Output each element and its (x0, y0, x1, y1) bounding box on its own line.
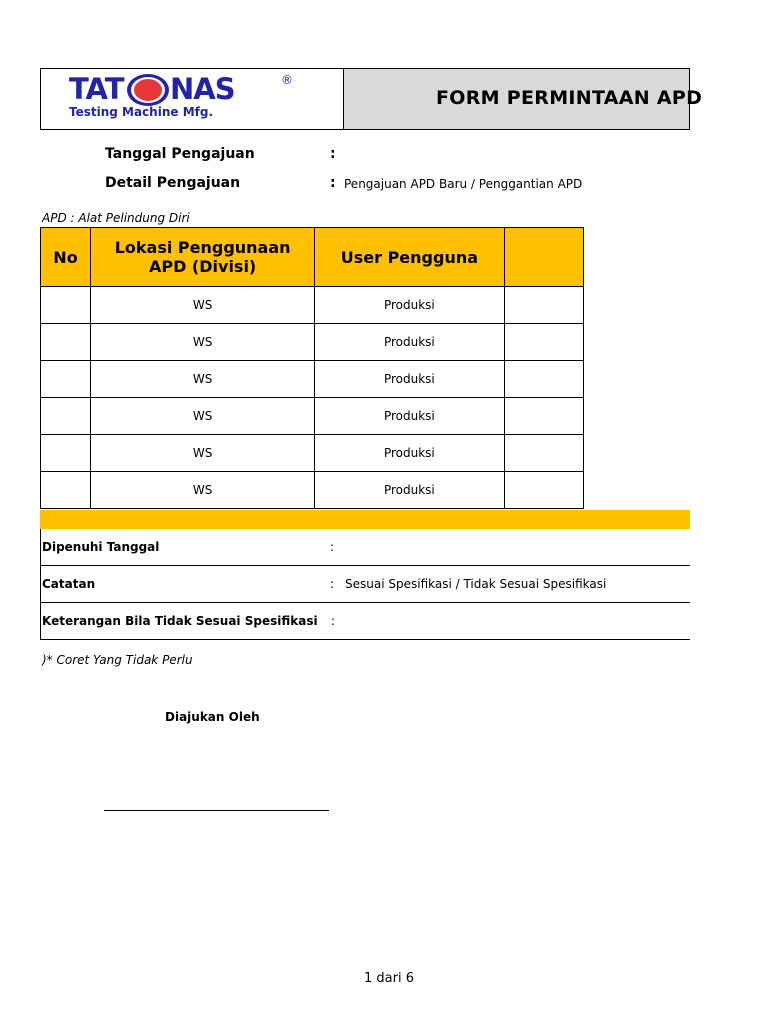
cell-no (41, 472, 91, 509)
table-row (41, 472, 584, 509)
cell-no (41, 287, 91, 324)
cell-no (41, 398, 91, 435)
cell-cut (504, 287, 584, 324)
dipenuhi-tanggal-row (40, 529, 690, 566)
registered-mark: ® (281, 73, 293, 87)
keterangan-row (40, 603, 690, 640)
dipenuhi-tanggal-label: Dipenuhi Tanggal (42, 540, 160, 554)
cell-lokasi: WS (90, 361, 314, 398)
dipenuhi-tanggal-colon: : (330, 540, 335, 554)
signature-line (104, 810, 329, 811)
catatan-row (40, 566, 690, 603)
logo-text-right: NAS (170, 72, 235, 106)
company-logo (69, 69, 309, 125)
cell-cut (504, 398, 584, 435)
logo-cell (41, 69, 344, 129)
apd-request-table (40, 227, 584, 509)
header-no: No (41, 228, 91, 287)
cell-cut (504, 435, 584, 472)
catatan-value: Sesuai Spesifikasi / Tidak Sesuai Spesifikasi (345, 577, 607, 591)
cell-lokasi: WS (90, 435, 314, 472)
cell-lokasi: WS (90, 472, 314, 509)
table-row (41, 398, 584, 435)
page-number: 1 dari 6 (364, 971, 414, 986)
detail-pengajuan-label: Detail Pengajuan (105, 175, 241, 191)
keterangan-colon: : (331, 614, 336, 628)
cell-no (41, 361, 91, 398)
header-user: User Pengguna (315, 228, 504, 287)
detail-pengajuan-colon: : (330, 175, 336, 191)
table-row (41, 361, 584, 398)
cell-cut (504, 472, 584, 509)
catatan-colon: : (330, 577, 335, 591)
header-lokasi: Lokasi Penggunaan APD (Divisi) (90, 228, 314, 287)
keterangan-label: Keterangan Bila Tidak Sesuai Spesifikasi (42, 614, 318, 628)
apd-definition-note: APD : Alat Pelindung Diri (42, 211, 190, 225)
cell-user: Produksi (315, 472, 504, 509)
cell-no (41, 324, 91, 361)
cell-user: Produksi (315, 324, 504, 361)
cell-user: Produksi (315, 361, 504, 398)
cell-no (41, 435, 91, 472)
table-row (41, 435, 584, 472)
detail-pengajuan-value: Pengajuan APD Baru / Penggantian APD (344, 177, 583, 191)
cell-user: Produksi (315, 435, 504, 472)
title-cell (344, 69, 703, 129)
cell-cut (504, 324, 584, 361)
cell-lokasi: WS (90, 324, 314, 361)
logo-subtitle: Testing Machine Mfg. (69, 105, 214, 119)
cell-user: Produksi (315, 398, 504, 435)
table-header-row (41, 228, 584, 287)
separator-band (40, 510, 690, 529)
cell-user: Produksi (315, 287, 504, 324)
tanggal-pengajuan-colon: : (330, 146, 336, 162)
cell-lokasi: WS (90, 287, 314, 324)
cell-cut (504, 361, 584, 398)
tanggal-pengajuan-label: Tanggal Pengajuan (105, 146, 255, 162)
table-row (41, 324, 584, 361)
form-header (40, 68, 703, 130)
logo-ring-icon (126, 73, 170, 107)
header-cell-cut (504, 228, 584, 287)
diajukan-oleh-label: Diajukan Oleh (165, 710, 260, 724)
strike-note: )* Coret Yang Tidak Perlu (42, 653, 193, 667)
catatan-label: Catatan (42, 577, 96, 591)
form-title: FORM PERMINTAAN APD (436, 87, 703, 109)
logo-text-left: TAT (69, 72, 124, 106)
cell-lokasi: WS (90, 398, 314, 435)
table-row (41, 287, 584, 324)
